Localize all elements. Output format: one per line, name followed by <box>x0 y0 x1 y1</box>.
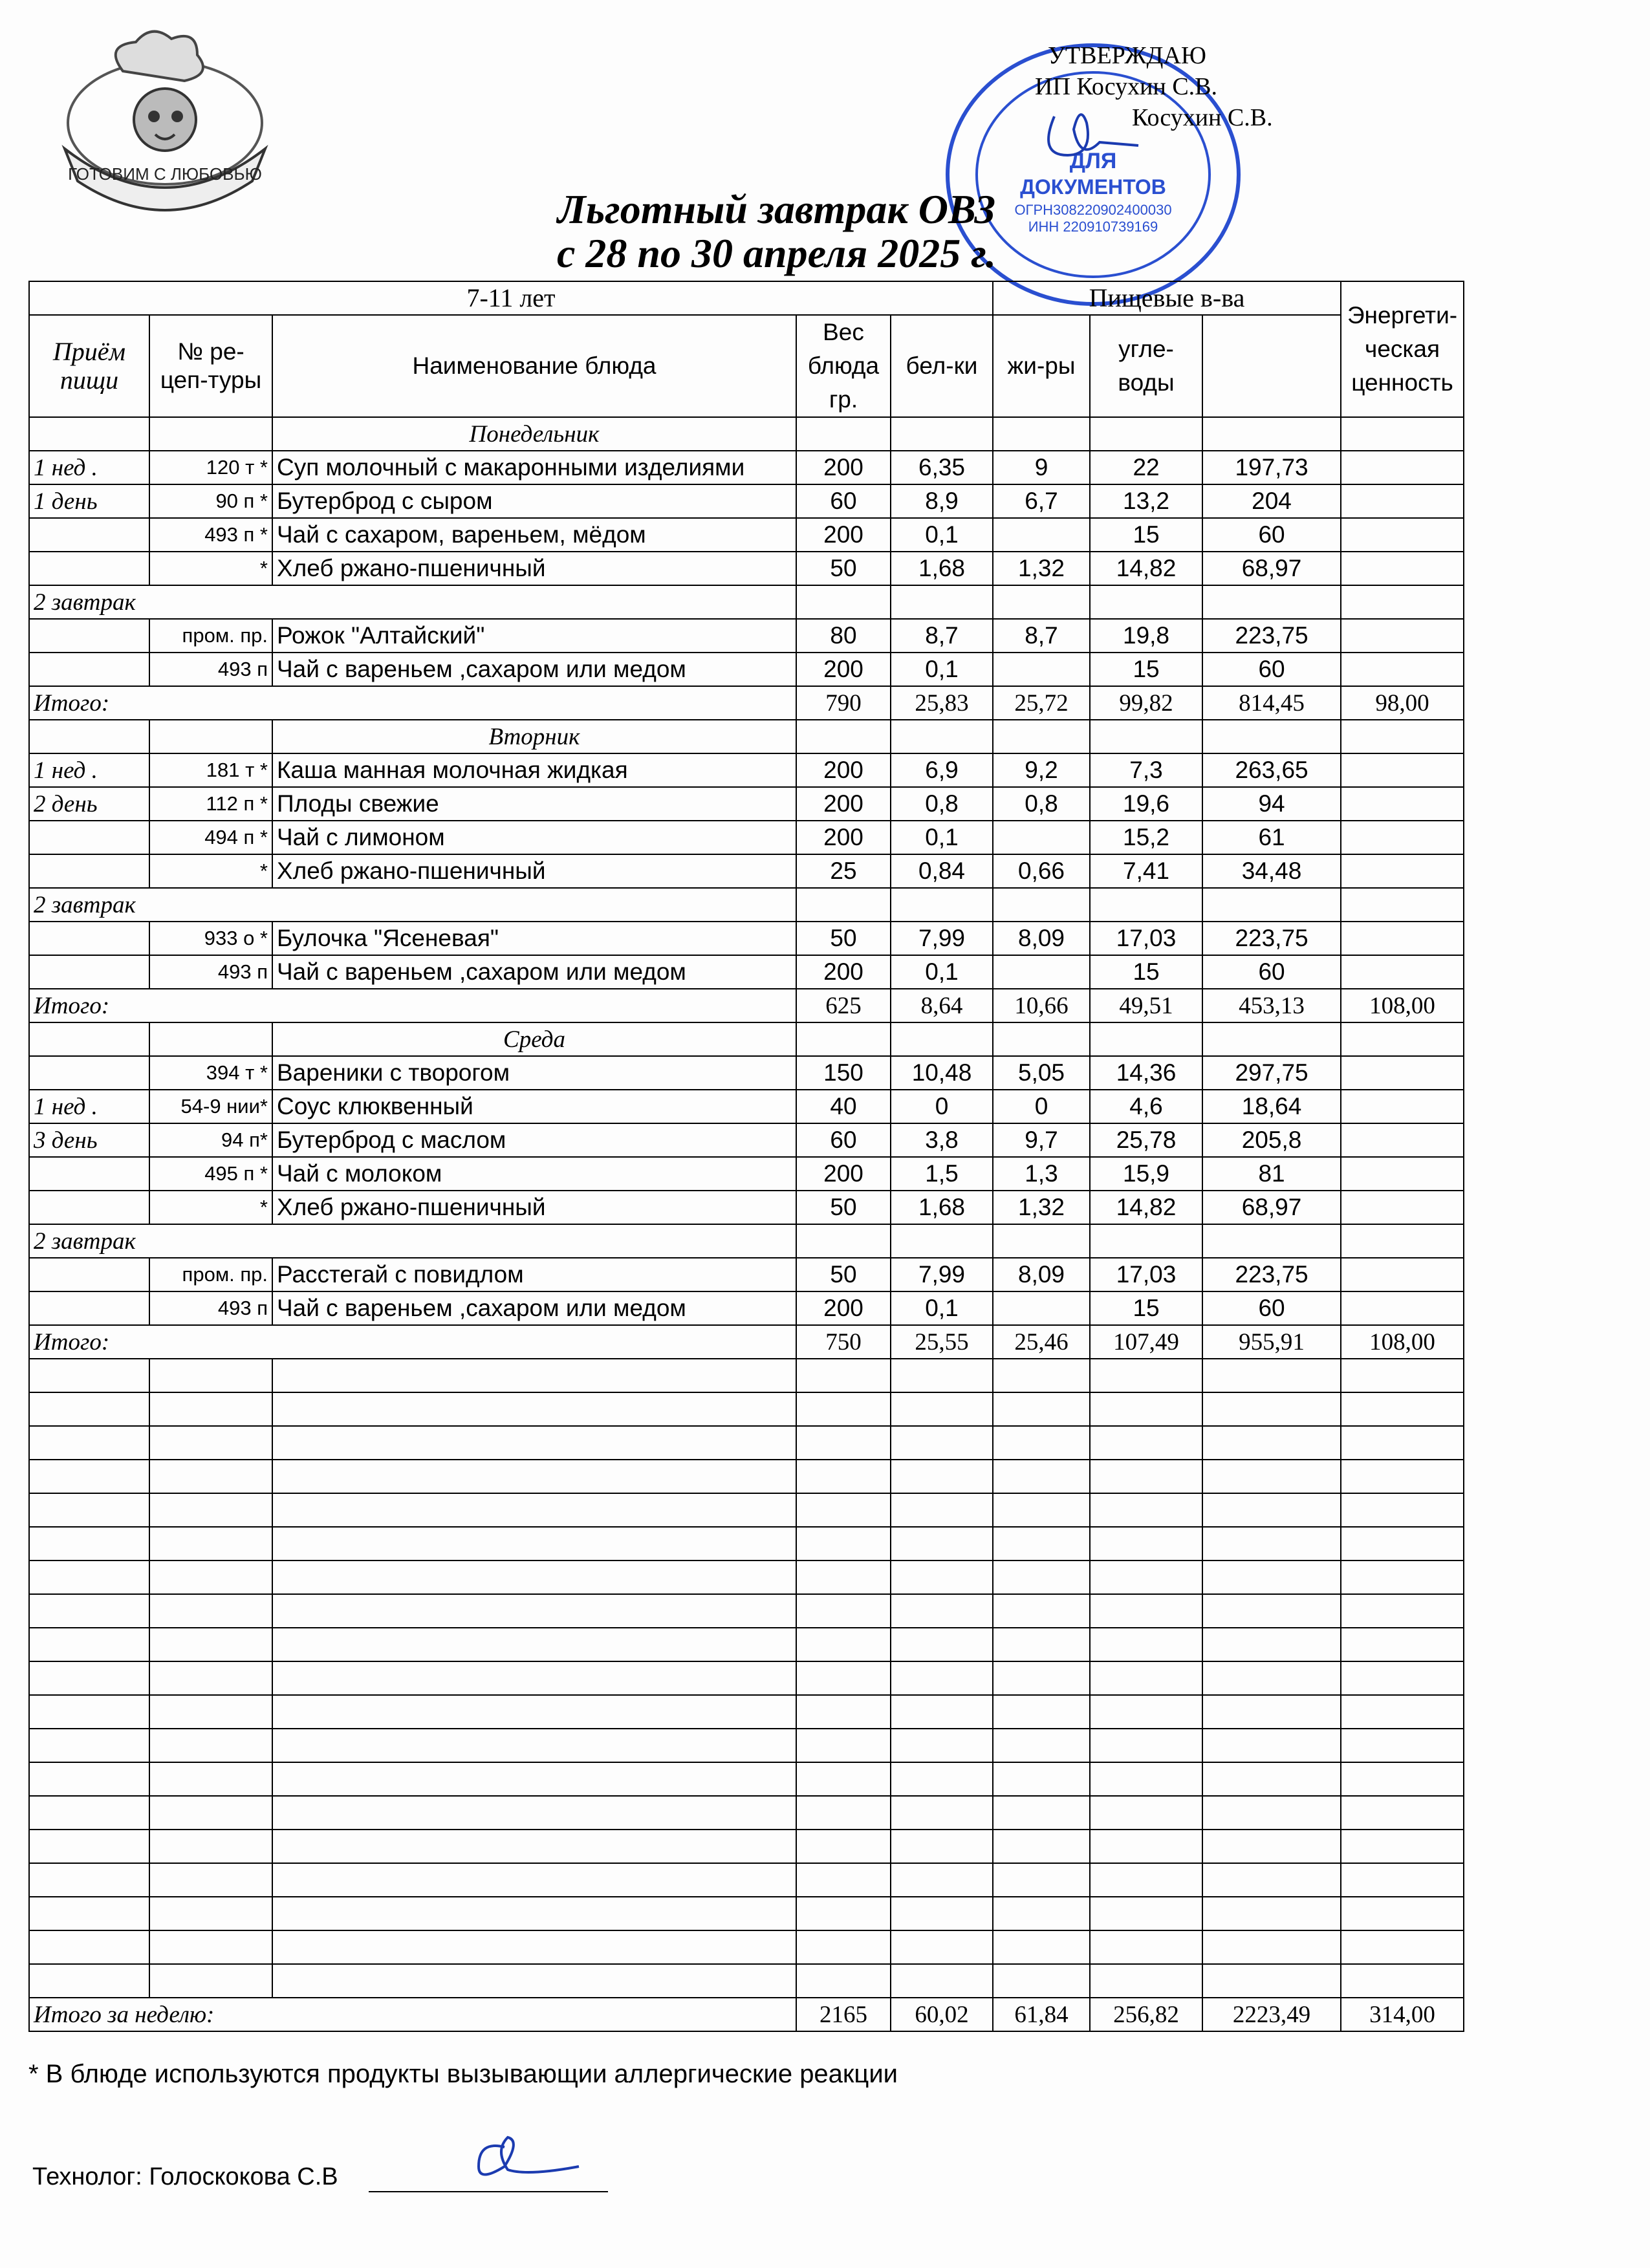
day-row <box>29 1022 1464 1056</box>
total-w: 625 <box>796 989 891 1022</box>
day-name: Понедельник <box>272 417 796 451</box>
cell-f <box>993 955 1090 989</box>
cell-price <box>1341 451 1464 484</box>
cell-w: 50 <box>796 1258 891 1291</box>
cell-recipe: * <box>149 1191 272 1224</box>
total-f: 25,46 <box>993 1325 1090 1359</box>
empty-row <box>29 1897 1464 1930</box>
empty-row <box>29 1628 1464 1661</box>
fat-header: жи-ры <box>993 315 1090 417</box>
cell-f: 6,7 <box>993 484 1090 518</box>
cell-c: 19,8 <box>1090 619 1202 653</box>
cell-f: 0 <box>993 1090 1090 1123</box>
cell-w: 200 <box>796 753 891 787</box>
total-f: 25,72 <box>993 686 1090 720</box>
cell-price <box>1341 1056 1464 1090</box>
cell-price <box>1341 922 1464 955</box>
cell-price <box>1341 484 1464 518</box>
week-total-p: 60,02 <box>891 1998 993 2031</box>
cell-meal <box>29 1258 149 1291</box>
empty-row <box>29 1392 1464 1426</box>
empty-row <box>29 1796 1464 1830</box>
week-total-label: Итого за неделю: <box>29 1998 796 2031</box>
cell-f <box>993 653 1090 686</box>
week-total-row <box>29 1998 1464 2031</box>
table-row <box>29 653 1464 686</box>
empty-row <box>29 1594 1464 1628</box>
cell-e: 18,64 <box>1202 1090 1341 1123</box>
second-breakfast-label: 2 завтрак <box>29 888 796 922</box>
weight-header: Вес блюда гр. <box>796 315 891 417</box>
table-row <box>29 821 1464 854</box>
cell-p: 6,35 <box>891 451 993 484</box>
cell-c: 14,36 <box>1090 1056 1202 1090</box>
cell-recipe: 112 п * <box>149 787 272 821</box>
cell-meal <box>29 1056 149 1090</box>
week-total-w: 2165 <box>796 1998 891 2031</box>
week-total-price: 314,00 <box>1341 1998 1464 2031</box>
dish-header: Наименование блюда <box>272 315 796 417</box>
page-title <box>0 188 1650 275</box>
age-group: 7-11 лет <box>29 281 993 315</box>
allergen-note: * В блюде используются продукты вызывающии аллергические реакции <box>28 2060 898 2088</box>
week-total-e: 2223,49 <box>1202 1998 1341 2031</box>
empty-row <box>29 1930 1464 1964</box>
cell-c: 15 <box>1090 1291 1202 1325</box>
cell-f: 1,3 <box>993 1157 1090 1191</box>
cell-meal: 1 нед . <box>29 1090 149 1123</box>
cell-p: 8,7 <box>891 619 993 653</box>
cell-recipe: * <box>149 552 272 585</box>
cell-meal <box>29 854 149 888</box>
cell-f: 8,7 <box>993 619 1090 653</box>
total-price: 108,00 <box>1341 1325 1464 1359</box>
cell-meal: 1 день <box>29 484 149 518</box>
second-breakfast-row <box>29 585 1464 619</box>
cell-p: 6,9 <box>891 753 993 787</box>
carbs-header: угле-воды <box>1090 315 1202 417</box>
cell-price <box>1341 787 1464 821</box>
cell-f <box>993 821 1090 854</box>
second-breakfast-label: 2 завтрак <box>29 585 796 619</box>
total-label: Итого: <box>29 1325 796 1359</box>
cell-dish: Хлеб ржано-пшеничный <box>272 854 796 888</box>
cell-recipe: 120 т * <box>149 451 272 484</box>
day-name: Вторник <box>272 720 796 753</box>
table-row <box>29 1191 1464 1224</box>
total-price: 98,00 <box>1341 686 1464 720</box>
title-line-1: Льготный завтрак ОВЗ <box>557 186 996 232</box>
cell-c: 14,82 <box>1090 1191 1202 1224</box>
cell-meal: 3 день <box>29 1123 149 1157</box>
cell-meal <box>29 518 149 552</box>
cell-dish: Суп молочный с макаронными изделиями <box>272 451 796 484</box>
empty-row <box>29 1964 1464 1998</box>
cell-e: 223,75 <box>1202 922 1341 955</box>
cell-p: 0,1 <box>891 518 993 552</box>
empty-row <box>29 1359 1464 1392</box>
table-row <box>29 955 1464 989</box>
total-w: 790 <box>796 686 891 720</box>
table-row <box>29 1056 1464 1090</box>
cell-price <box>1341 552 1464 585</box>
total-row <box>29 1325 1464 1359</box>
total-c: 107,49 <box>1090 1325 1202 1359</box>
approval-title: УТВЕРЖДАЮ <box>1048 42 1206 69</box>
table-row <box>29 787 1464 821</box>
approval-org: ИП Косухин С.В. <box>1035 73 1218 100</box>
cell-c: 17,03 <box>1090 922 1202 955</box>
recipe-header: № ре-цеп-туры <box>149 315 272 417</box>
table-row <box>29 552 1464 585</box>
cell-e: 223,75 <box>1202 1258 1341 1291</box>
total-c: 99,82 <box>1090 686 1202 720</box>
cell-e: 61 <box>1202 821 1341 854</box>
cell-w: 60 <box>796 1123 891 1157</box>
cell-w: 50 <box>796 1191 891 1224</box>
cell-recipe: 933 о * <box>149 922 272 955</box>
table-row <box>29 619 1464 653</box>
table-row <box>29 922 1464 955</box>
cell-recipe: * <box>149 854 272 888</box>
cell-p: 0,8 <box>891 787 993 821</box>
cell-c: 19,6 <box>1090 787 1202 821</box>
empty-row <box>29 1460 1464 1493</box>
total-p: 8,64 <box>891 989 993 1022</box>
table-row <box>29 518 1464 552</box>
cell-c: 15,9 <box>1090 1157 1202 1191</box>
cell-f: 8,09 <box>993 922 1090 955</box>
cell-w: 80 <box>796 619 891 653</box>
total-price: 108,00 <box>1341 989 1464 1022</box>
cell-price <box>1341 1123 1464 1157</box>
cell-price <box>1341 1090 1464 1123</box>
cell-meal <box>29 821 149 854</box>
cell-w: 200 <box>796 787 891 821</box>
table-row <box>29 1123 1464 1157</box>
cell-dish: Бутерброд с сыром <box>272 484 796 518</box>
empty-row <box>29 1561 1464 1594</box>
cell-f: 0,66 <box>993 854 1090 888</box>
cell-meal <box>29 552 149 585</box>
empty-row <box>29 1863 1464 1897</box>
cell-c: 25,78 <box>1090 1123 1202 1157</box>
cell-dish: Чай с лимоном <box>272 821 796 854</box>
energy-header: Энергети-ческая ценность <box>1341 281 1464 417</box>
cell-dish: Хлеб ржано-пшеничный <box>272 552 796 585</box>
cell-e: 68,97 <box>1202 552 1341 585</box>
cell-p: 0,1 <box>891 821 993 854</box>
cell-meal <box>29 922 149 955</box>
cell-price <box>1341 955 1464 989</box>
cell-recipe: 394 т * <box>149 1056 272 1090</box>
cell-e: 263,65 <box>1202 753 1341 787</box>
cell-w: 200 <box>796 518 891 552</box>
cell-c: 17,03 <box>1090 1258 1202 1291</box>
cell-e: 297,75 <box>1202 1056 1341 1090</box>
empty-row <box>29 1729 1464 1762</box>
cell-recipe: пром. пр. <box>149 619 272 653</box>
cell-c: 15,2 <box>1090 821 1202 854</box>
cell-e: 60 <box>1202 955 1341 989</box>
total-e: 955,91 <box>1202 1325 1341 1359</box>
cell-recipe: 493 п <box>149 1291 272 1325</box>
cell-dish: Расстегай с повидлом <box>272 1258 796 1291</box>
cell-dish: Чай с вареньем ,сахаром или медом <box>272 653 796 686</box>
cell-e: 223,75 <box>1202 619 1341 653</box>
nutrients-header: Пищевые в-ва <box>993 281 1341 315</box>
technologist-line: Технолог: Голоскокова С.В <box>32 2163 338 2190</box>
total-row <box>29 989 1464 1022</box>
cell-recipe: 493 п * <box>149 518 272 552</box>
stamp-text-1: ДЛЯ <box>1069 149 1117 173</box>
total-label: Итого: <box>29 686 796 720</box>
meal-header: Приём пищи <box>29 315 149 417</box>
cell-w: 200 <box>796 653 891 686</box>
cell-c: 4,6 <box>1090 1090 1202 1123</box>
menu-body <box>29 417 1464 2031</box>
approval-block <box>1035 40 1273 133</box>
cell-e: 94 <box>1202 787 1341 821</box>
cell-f: 9,7 <box>993 1123 1090 1157</box>
empty-row <box>29 1695 1464 1729</box>
cell-w: 200 <box>796 821 891 854</box>
logo-text: ГОТОВИМ С ЛЮБОВЬЮ <box>68 164 262 184</box>
day-name: Среда <box>272 1022 796 1056</box>
title-line-2: с 28 по 30 апреля 2025 г. <box>557 230 996 276</box>
cell-w: 150 <box>796 1056 891 1090</box>
cell-c: 22 <box>1090 451 1202 484</box>
table-row <box>29 1291 1464 1325</box>
cell-dish: Чай с молоком <box>272 1157 796 1191</box>
cell-recipe: 495 п * <box>149 1157 272 1191</box>
table-row <box>29 451 1464 484</box>
total-f: 10,66 <box>993 989 1090 1022</box>
cell-price <box>1341 619 1464 653</box>
empty-row <box>29 1661 1464 1695</box>
technologist-signature <box>459 2128 589 2186</box>
cell-e: 60 <box>1202 1291 1341 1325</box>
cell-price <box>1341 1157 1464 1191</box>
cell-price <box>1341 1291 1464 1325</box>
cell-c: 14,82 <box>1090 552 1202 585</box>
cell-w: 200 <box>796 955 891 989</box>
cell-w: 50 <box>796 922 891 955</box>
cell-meal <box>29 1157 149 1191</box>
total-p: 25,83 <box>891 686 993 720</box>
chef-logo-image <box>45 26 285 213</box>
total-p: 25,55 <box>891 1325 993 1359</box>
cell-p: 0,1 <box>891 955 993 989</box>
cell-e: 68,97 <box>1202 1191 1341 1224</box>
empty-row <box>29 1527 1464 1561</box>
empty-row <box>29 1762 1464 1796</box>
cell-w: 25 <box>796 854 891 888</box>
cell-price <box>1341 518 1464 552</box>
cell-meal <box>29 619 149 653</box>
cell-f: 8,09 <box>993 1258 1090 1291</box>
cell-recipe: 181 т * <box>149 753 272 787</box>
cell-p: 3,8 <box>891 1123 993 1157</box>
cell-p: 7,99 <box>891 922 993 955</box>
total-row <box>29 686 1464 720</box>
signature-line <box>369 2191 608 2192</box>
approval-signer: Косухин С.В. <box>1132 104 1273 131</box>
cell-w: 40 <box>796 1090 891 1123</box>
cell-f: 9,2 <box>993 753 1090 787</box>
cell-e: 60 <box>1202 653 1341 686</box>
table-row <box>29 753 1464 787</box>
cell-dish: Каша манная молочная жидкая <box>272 753 796 787</box>
total-w: 750 <box>796 1325 891 1359</box>
cell-dish: Чай с вареньем ,сахаром или медом <box>272 955 796 989</box>
cell-c: 7,41 <box>1090 854 1202 888</box>
cell-c: 7,3 <box>1090 753 1202 787</box>
cell-meal: 1 нед . <box>29 753 149 787</box>
second-breakfast-row <box>29 1224 1464 1258</box>
cell-p: 0 <box>891 1090 993 1123</box>
cell-dish: Хлеб ржано-пшеничный <box>272 1191 796 1224</box>
cell-f: 0,8 <box>993 787 1090 821</box>
cell-e: 205,8 <box>1202 1123 1341 1157</box>
cell-p: 1,5 <box>891 1157 993 1191</box>
cell-e: 204 <box>1202 484 1341 518</box>
cell-c: 15 <box>1090 518 1202 552</box>
empty-row <box>29 1493 1464 1527</box>
cell-dish: Чай с вареньем ,сахаром или медом <box>272 1291 796 1325</box>
cell-price <box>1341 753 1464 787</box>
cell-price <box>1341 653 1464 686</box>
day-row <box>29 417 1464 451</box>
table-row <box>29 484 1464 518</box>
empty-row <box>29 1830 1464 1863</box>
table-row <box>29 854 1464 888</box>
cell-dish: Плоды свежие <box>272 787 796 821</box>
cell-w: 60 <box>796 484 891 518</box>
cell-dish: Булочка "Ясеневая" <box>272 922 796 955</box>
cell-f: 9 <box>993 451 1090 484</box>
cell-e: 60 <box>1202 518 1341 552</box>
cell-recipe: 494 п * <box>149 821 272 854</box>
stamp-inn: ИНН 220910739169 <box>1028 219 1158 235</box>
cell-p: 0,1 <box>891 1291 993 1325</box>
cell-p: 0,1 <box>891 653 993 686</box>
cell-w: 200 <box>796 1157 891 1191</box>
cell-meal: 2 день <box>29 787 149 821</box>
week-total-c: 256,82 <box>1090 1998 1202 2031</box>
cell-c: 15 <box>1090 653 1202 686</box>
day-row <box>29 720 1464 753</box>
menu-table <box>28 281 1464 2032</box>
cell-c: 13,2 <box>1090 484 1202 518</box>
week-total-f: 61,84 <box>993 1998 1090 2031</box>
cell-p: 7,99 <box>891 1258 993 1291</box>
cell-recipe: пром. пр. <box>149 1258 272 1291</box>
cell-w: 200 <box>796 1291 891 1325</box>
cell-p: 1,68 <box>891 1191 993 1224</box>
second-breakfast-row <box>29 888 1464 922</box>
cell-p: 10,48 <box>891 1056 993 1090</box>
cell-meal <box>29 653 149 686</box>
cell-f <box>993 1291 1090 1325</box>
cell-dish: Рожок "Алтайский" <box>272 619 796 653</box>
cell-recipe: 94 п* <box>149 1123 272 1157</box>
total-c: 49,51 <box>1090 989 1202 1022</box>
cell-w: 50 <box>796 552 891 585</box>
table-row <box>29 1090 1464 1123</box>
cell-w: 200 <box>796 451 891 484</box>
cell-p: 1,68 <box>891 552 993 585</box>
cell-e: 197,73 <box>1202 451 1341 484</box>
table-row <box>29 1157 1464 1191</box>
table-row <box>29 1258 1464 1291</box>
cell-recipe: 493 п <box>149 653 272 686</box>
cell-f: 1,32 <box>993 552 1090 585</box>
total-label: Итого: <box>29 989 796 1022</box>
cell-price <box>1341 821 1464 854</box>
cell-meal <box>29 1291 149 1325</box>
cell-dish: Бутерброд с маслом <box>272 1123 796 1157</box>
cell-price <box>1341 854 1464 888</box>
cell-p: 8,9 <box>891 484 993 518</box>
cell-recipe: 493 п <box>149 955 272 989</box>
total-e: 453,13 <box>1202 989 1341 1022</box>
total-e: 814,45 <box>1202 686 1341 720</box>
stamp-text-2: ДОКУМЕНТОВ <box>1020 175 1166 199</box>
cell-f: 1,32 <box>993 1191 1090 1224</box>
cell-recipe: 90 п * <box>149 484 272 518</box>
cell-dish: Вареники с творогом <box>272 1056 796 1090</box>
cell-price <box>1341 1258 1464 1291</box>
cell-c: 15 <box>1090 955 1202 989</box>
protein-header: бел-ки <box>891 315 993 417</box>
cell-meal <box>29 1191 149 1224</box>
cell-dish: Чай с сахаром, вареньем, мёдом <box>272 518 796 552</box>
cell-e: 34,48 <box>1202 854 1341 888</box>
cell-recipe: 54-9 нии* <box>149 1090 272 1123</box>
cell-p: 0,84 <box>891 854 993 888</box>
cell-price <box>1341 1191 1464 1224</box>
cell-f: 5,05 <box>993 1056 1090 1090</box>
cell-f <box>993 518 1090 552</box>
stamp-ogrn: ОГРН308220902400030 <box>1014 202 1172 218</box>
cell-meal: 1 нед . <box>29 451 149 484</box>
cell-dish: Соус клюквенный <box>272 1090 796 1123</box>
cell-meal <box>29 955 149 989</box>
cell-e: 81 <box>1202 1157 1341 1191</box>
empty-row <box>29 1426 1464 1460</box>
second-breakfast-label: 2 завтрак <box>29 1224 796 1258</box>
